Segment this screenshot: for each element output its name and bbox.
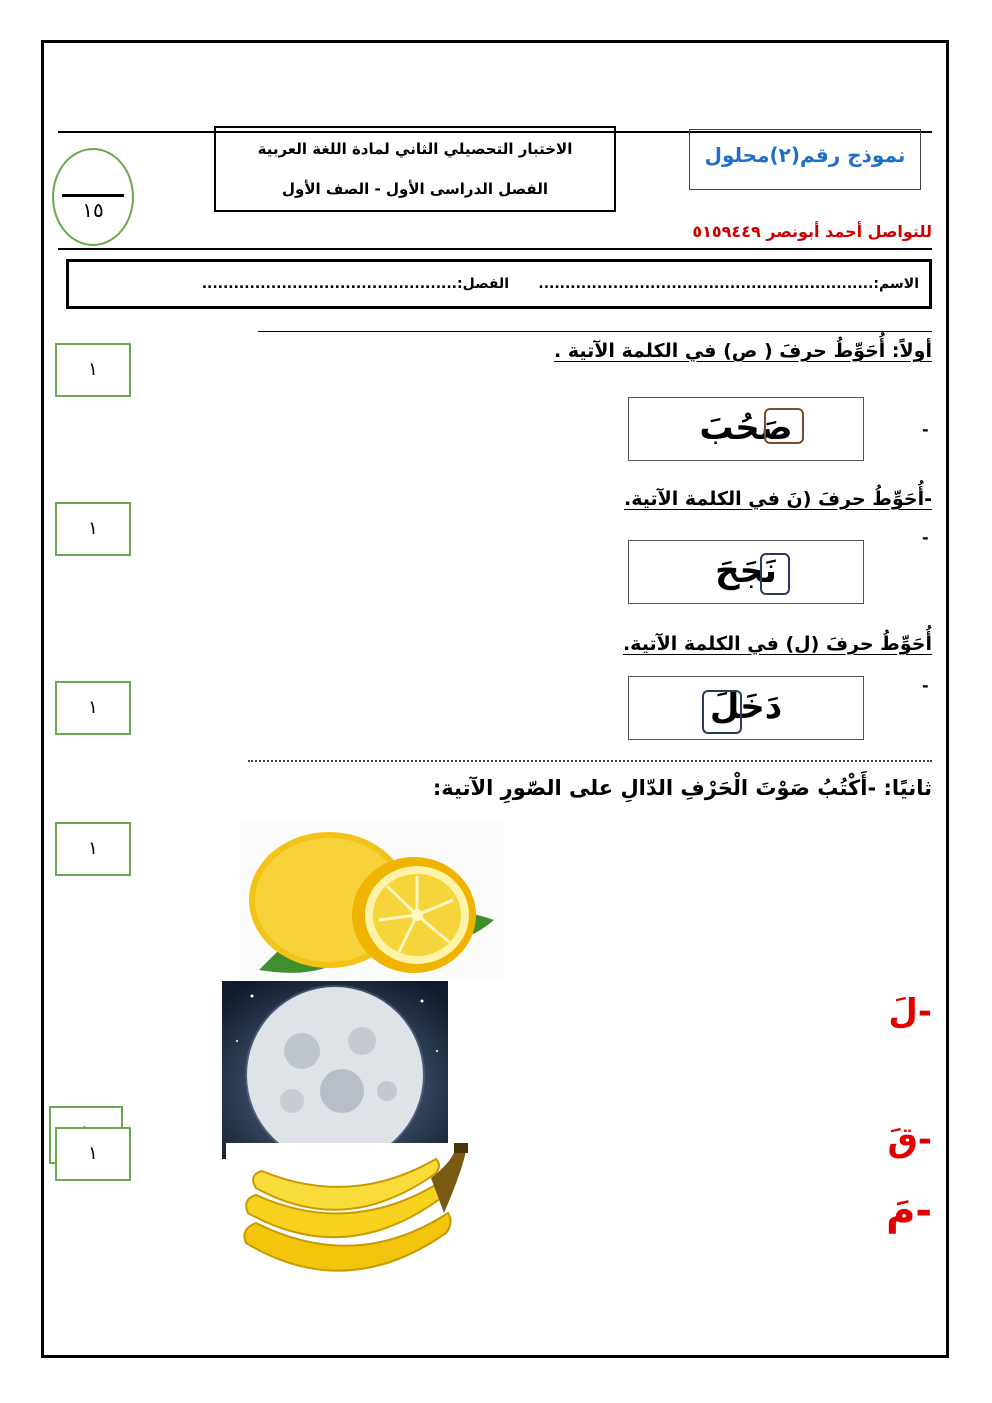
lemon-icon [239,820,503,980]
class-field-label: الفصل:................................................ [201,276,509,292]
mark-box-3: ١ [55,681,131,735]
mark-box-1: ١ [55,343,131,397]
q3-answer-circle [702,690,742,734]
q3-word: دَخَلَ [709,687,783,727]
q2-answer-circle [760,553,790,595]
contact-line: للتواصل أحمد أبونصر ٥١٥٩٤٤٩ [692,222,932,241]
q1-word: صَحُبَ [699,408,793,448]
mark-box-2: ١ [55,502,131,556]
section2-divider [248,760,932,762]
answer-3: -مَ [886,1188,932,1234]
name-field-label: الاسم:............................................................... [538,276,919,292]
model-number-box: نموذج رقم(٢)محلول [689,129,921,190]
exam-title-line1: الاختبار التحصيلي الثاني لمادة اللغة العربية [257,140,573,158]
q2-title: -أُحَوِّطُ حرفَ (نَ في الكلمة الآتية. [624,488,932,510]
q2-dash: - [922,528,929,547]
student-info-box [66,259,932,309]
section2-title: ثانيًا: -أَكْتُبُ صَوْتَ الْحَرْفِ الدّالِ على الصّورِ الآتية: [432,776,932,800]
q3-title: أُحَوِّطُ حرفَ (ل) في الكلمة الآتية. [622,633,932,655]
answer-2: -قَ [887,1120,932,1160]
header-bottom-rule [58,248,932,250]
exam-title-line2: الفصل الدراسى الأول - الصف الأول [282,180,548,198]
banana-icon [226,1143,482,1307]
q3-dash: - [922,676,929,695]
q2-word: نَجَحَ [715,551,777,591]
total-score-oval [52,148,134,246]
q3-word-box [628,676,864,740]
score-fraction-bar [62,194,124,197]
moon-icon [222,981,448,1159]
moon-image [222,981,448,1159]
q2-word-box [628,540,864,604]
mark-box-6: ١ [55,1127,131,1181]
q1-word-box [628,397,864,461]
section1-divider [258,331,932,332]
banana-image [226,1143,482,1307]
q1-dash: - [922,420,929,439]
exam-title-box [214,126,616,212]
total-score: ١٥ [82,198,104,222]
mark-box-4: ١ [55,822,131,876]
q1-title: أولاً: أُحَوِّطُ حرفَ ( ص) في الكلمة الآتية . [553,340,932,362]
lemon-image [239,820,503,980]
q1-answer-circle [764,408,804,444]
answer-1: -لَ [888,992,932,1032]
